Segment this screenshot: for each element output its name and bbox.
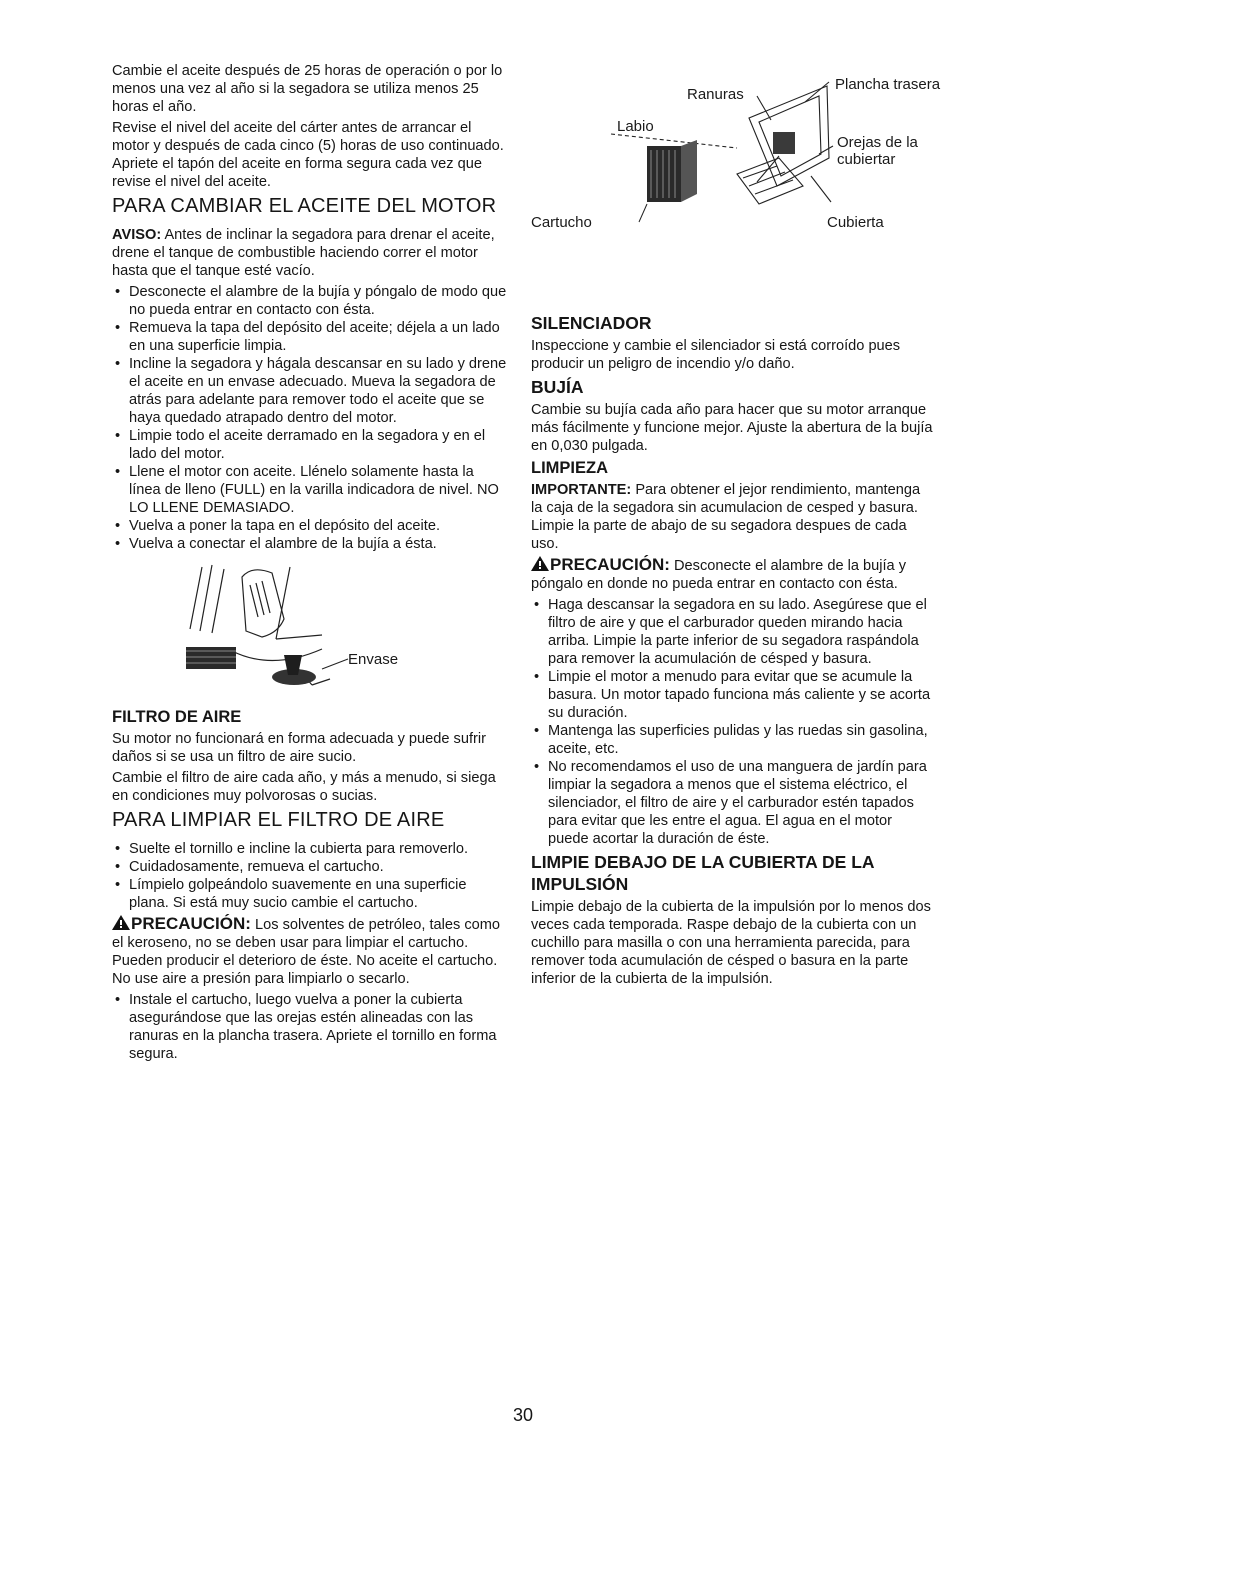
deck-cleaning-heading: LIMPIE DEBAJO DE LA CUBIERTA DE LA IMPULSIÓN (531, 852, 874, 894)
drain-mower-drawing (172, 559, 472, 699)
muffler-paragraph: Inspeccione y cambie el silenciador si está corroído pues producir un peligro de incendio y/o daño. (531, 338, 901, 372)
page-number: 30 (513, 1405, 534, 1425)
list-item: • Cuidadosamente, remueva el cartucho. (112, 858, 507, 876)
spark-plug-heading: BUJÍA (531, 377, 584, 397)
clean-filter-heading: PARA LIMPIAR EL FILTRO DE AIRE (112, 809, 445, 831)
list-item: • Remueva la tapa del depósito del aceite; déjela a un lado en una superficie limpia. (112, 319, 507, 355)
air-filter-paragraph-1: Su motor no funcionará en forma adecuada y puede sufrir daños si se usa un filtro de aire sucio. (112, 731, 486, 765)
list-item: • Mantenga las superficies pulidas y las ruedas sin gasolina, aceite, etc. (531, 722, 935, 758)
list-item: • Instale el cartucho, luego vuelva a poner la cubierta asegurándose que las orejas estén alineadas con las ranuras en la plancha trasera. Apriete el tornillo en forma segura. (112, 991, 507, 1063)
air-filter-heading: FILTRO DE AIRE (112, 708, 242, 726)
aviso-label: AVISO: (112, 227, 162, 243)
list-item: • Limpie el motor a menudo para evitar que se acumule la basura. Un motor tapado funciona más caliente y se acorta su duración. (531, 668, 935, 722)
oil-check-paragraph: Revise el nivel del aceite del cárter antes de arrancar el motor y después de cada cinco (5) horas de uso continuado. Apriete el tapón del aceite en forma segura cada vez que revise el nivel del aceite. (112, 120, 504, 190)
oil-change-interval-paragraph: Cambie el aceite después de 25 horas de operación o por lo menos una vez al año si la segadora se utiliza menos 25 horas el año. (112, 63, 503, 115)
caution-label: PRECAUCIÓN: (550, 555, 670, 574)
caution-text: Los solventes de petróleo, tales como el keroseno, no se deben usar para limpiar el cartucho. Pueden producir el deterioro de éste. No aceite el cartucho. No use aire a presión para limpiarlo o secarlo. (112, 917, 501, 987)
list-item: • Desconecte el alambre de la bujía y póngalo de modo que no pueda entrar en contacto con ésta. (112, 283, 507, 319)
warning-triangle-icon (531, 556, 549, 571)
cartucho-label: Cartucho (531, 214, 592, 231)
caution-label: PRECAUCIÓN: (131, 914, 251, 933)
air-filter-illustration (527, 62, 947, 252)
filter-caution-paragraph (112, 915, 507, 988)
spark-plug-paragraph: Cambie su bujía cada año para hacer que su motor arranque más fácilmente y funcione mejor. Ajuste la abertura de la bujía en 0,030 pulgada. (531, 402, 933, 454)
list-item: • Llene el motor con aceite. Llénelo solamente hasta la línea de lleno (FULL) en la varilla indicadora de nivel. NO LO LLENE DEMASIADO. (112, 463, 507, 517)
oil-change-heading: PARA CAMBIAR EL ACEITE DEL MOTOR (112, 195, 497, 217)
right-column (531, 62, 941, 991)
deck-cleaning-paragraph: Limpie debajo de la cubierta de la impulsión por lo menos dos veces cada temporada. Raspe debajo de la cubierta con un cuchillo para masilla o con una herramienta parecida, para remover toda acumulación de césped o basura en la parte inferior de la cubierta de la impulsión. (531, 899, 931, 987)
left-column (112, 62, 507, 1066)
caution-text: Desconecte el alambre de la bujía y póngalo en donde no pueda entrar en contacto con ésta. (531, 558, 907, 592)
cleaning-caution-paragraph (531, 556, 935, 593)
cleaning-steps (531, 596, 935, 848)
list-item: • Limpie todo el aceite derramado en la segadora y en el lado del motor. (112, 427, 507, 463)
air-filter-paragraph-2: Cambie el filtro de aire cada año, y más a menudo, si siega en condiciones muy polvorosas o sucias. (112, 770, 496, 804)
labio-label: Labio (617, 118, 654, 135)
list-item: • Haga descansar la segadora en su lado. Asegúrese que el filtro de aire y que el carburador queden mirando hacia arriba. Limpie la parte inferior de su segadora raspándola para remover la acumulación de césped y basura. (531, 596, 935, 668)
important-paragraph (531, 481, 935, 553)
list-item: • Vuelva a conectar el alambre de la bujía a ésta. (112, 535, 507, 553)
cubierta-label: Cubierta (827, 214, 884, 231)
envase-label: Envase (348, 651, 399, 668)
muffler-heading: SILENCIADOR (531, 313, 652, 333)
aviso-text: Antes de inclinar la segadora para drenar el aceite, drene el tanque de combustible haciendo correr el motor hasta que el tanque esté vacío. (112, 227, 495, 279)
install-filter-steps (112, 991, 507, 1063)
important-text: Para obtener el jejor rendimiento, mantenga la caja de la segadora sin acumulacion de cesped y basura. Limpie la parte de abajo de su segadora despues de cada uso. (531, 482, 921, 552)
oil-drain-illustration (112, 559, 507, 699)
list-item: • Suelte el tornillo e incline la cubierta para removerlo. (112, 840, 507, 858)
ranuras-label: Ranuras (687, 86, 744, 103)
spacer (531, 252, 935, 310)
cleaning-heading: LIMPIEZA (531, 459, 608, 477)
plancha-label: Plancha trasera (835, 76, 941, 93)
list-item: • Límpielo golpeándolo suavemente en una superficie plana. Si está muy sucio cambie el cartucho. (112, 876, 507, 912)
list-item: • No recomendamos el uso de una manguera de jardín para limpiar la segadora a menos que el sistema eléctrico, el silenciador, el filtro de aire y el carburador estén tapados para evitar que les entre el agua. El agua en el motor puede acortar la duración de éste. (531, 758, 935, 848)
list-item: • Incline la segadora y hágala descansar en su lado y drene el aceite en un envase adecuado. Mueva la segadora de atrás para adelante para remover todo el aceite que se haya quedado atrapado dentro del motor. (112, 355, 507, 427)
oil-change-steps (112, 283, 507, 553)
clean-filter-steps (112, 840, 507, 912)
important-label: IMPORTANTE: (531, 482, 632, 498)
aviso-paragraph (112, 226, 507, 280)
warning-triangle-icon (112, 915, 130, 930)
orejas-label: Orejas de la cubiertar (837, 134, 918, 168)
list-item: • Vuelva a poner la tapa en el depósito del aceite. (112, 517, 507, 535)
